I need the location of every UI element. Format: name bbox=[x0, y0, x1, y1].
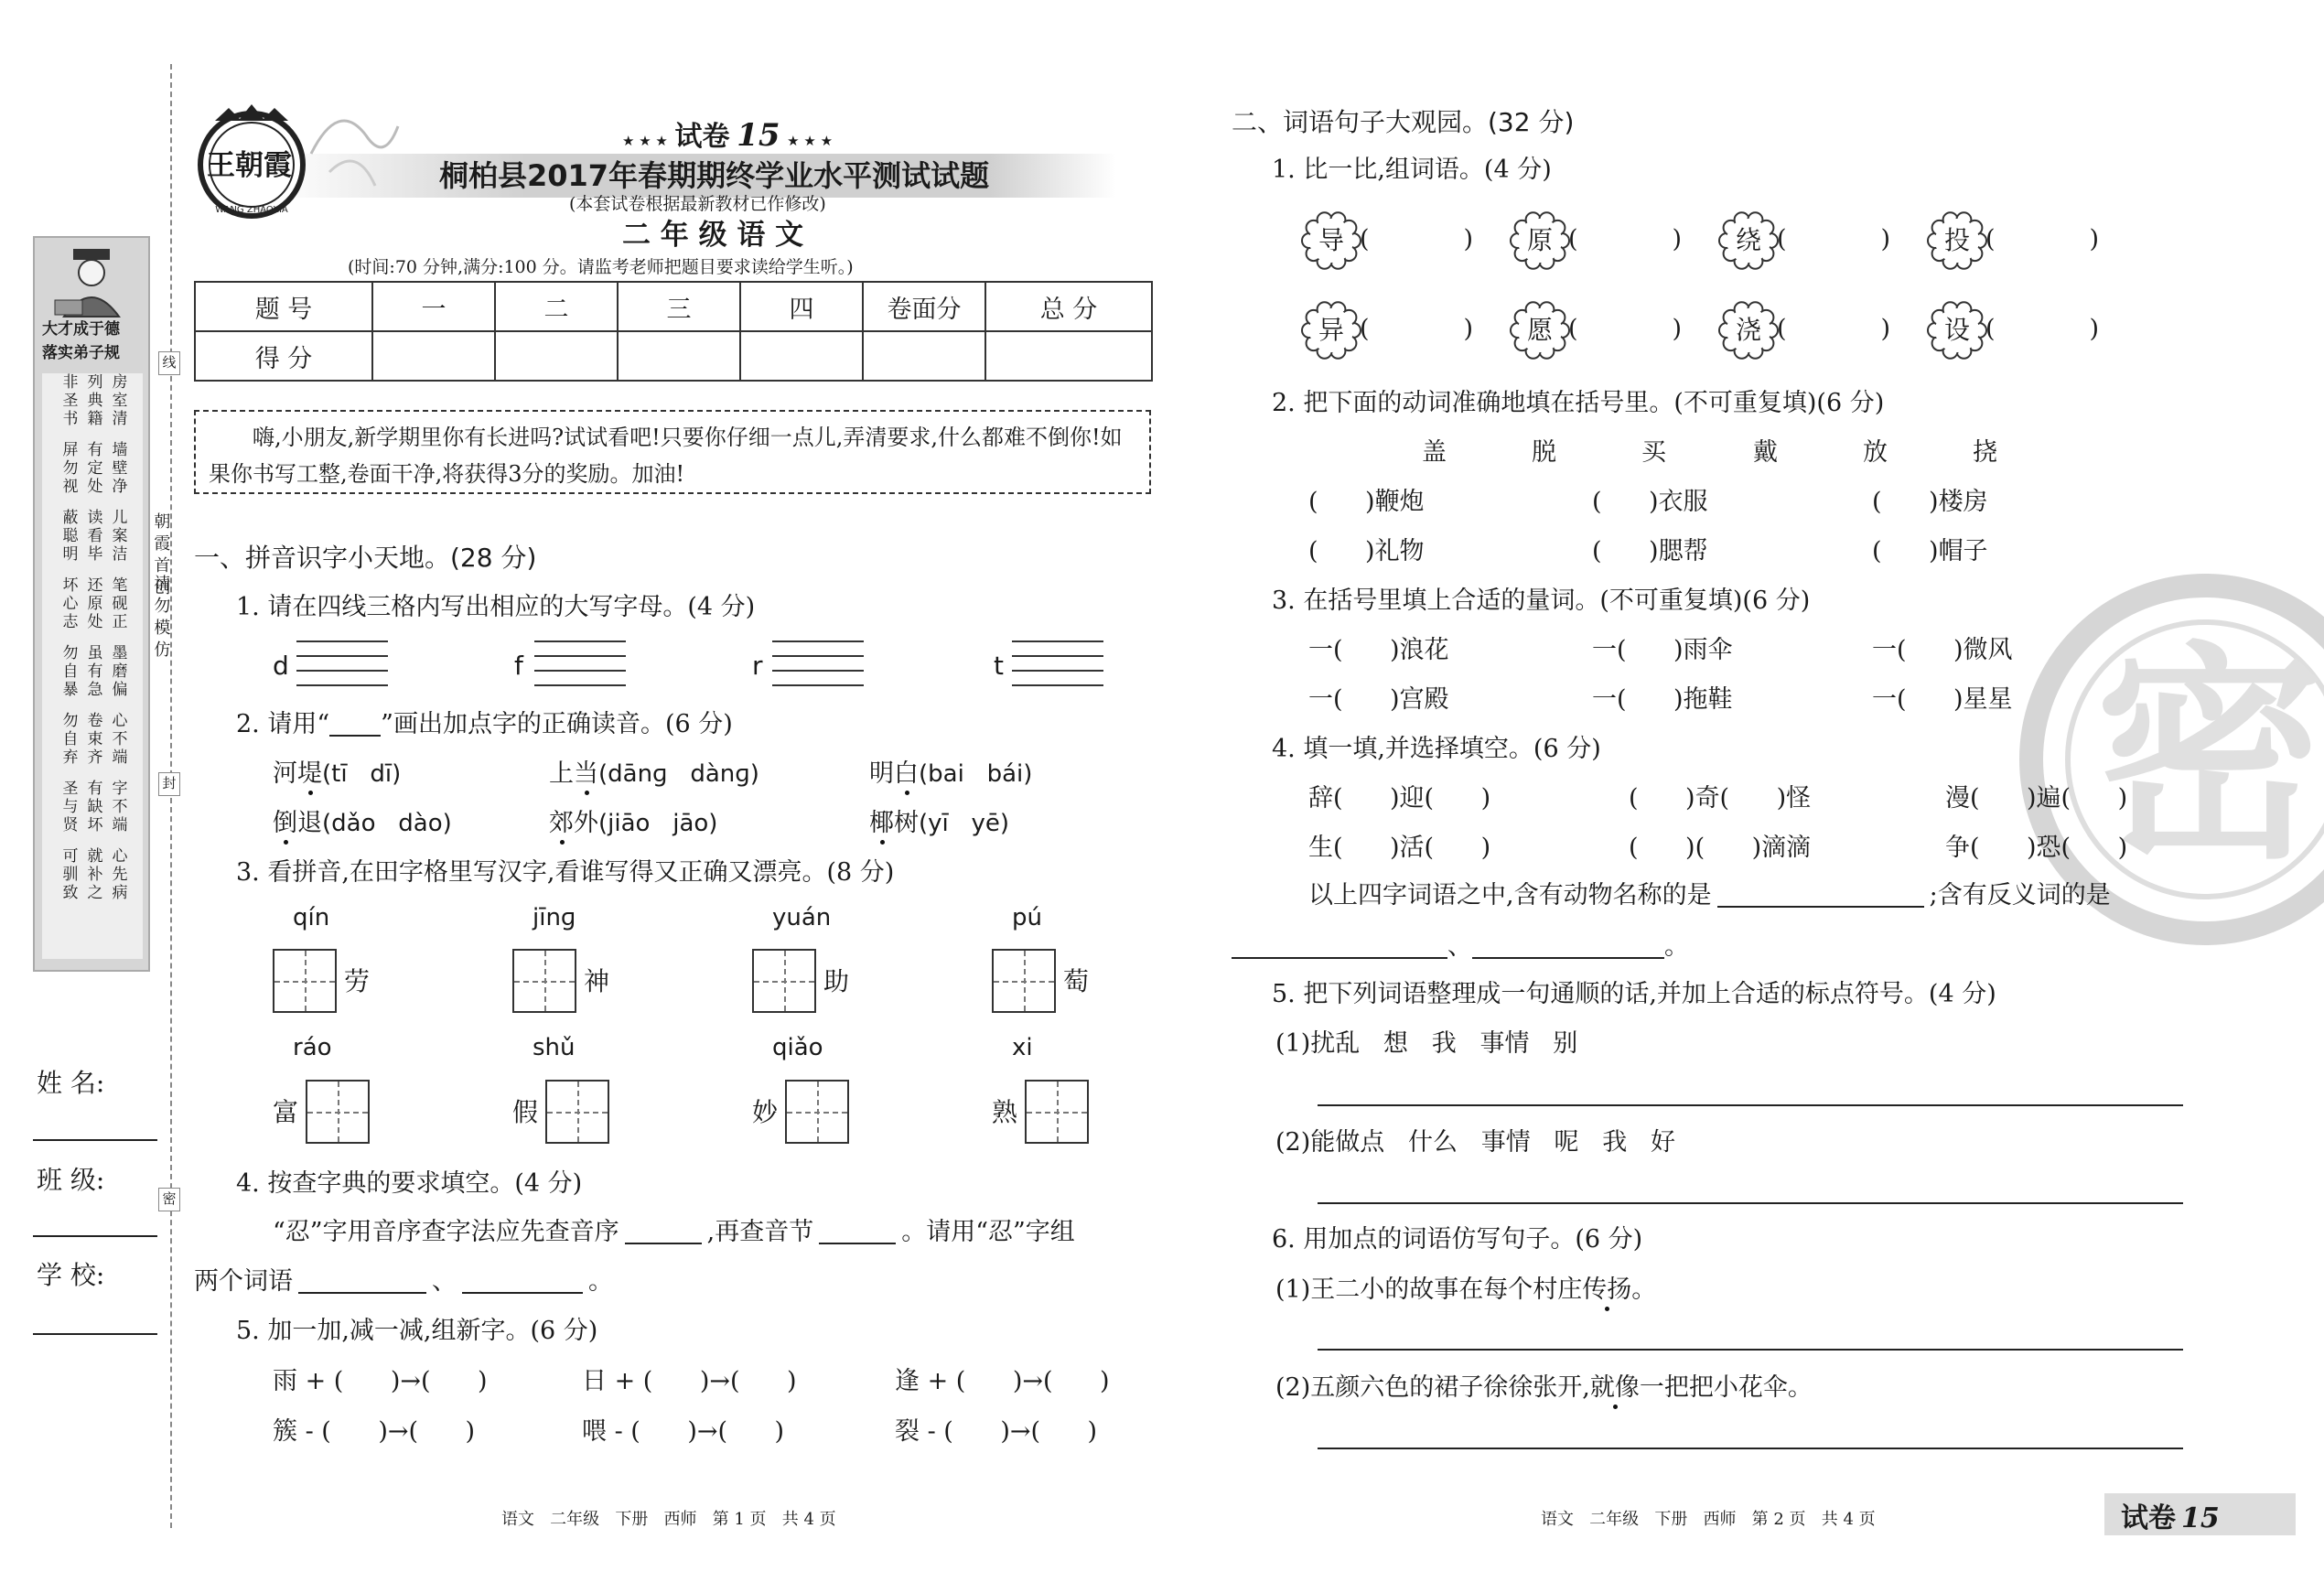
flower-char-frame bbox=[1720, 302, 1777, 359]
s2-q5-sentence2: (2)能做点 什么 事情 呢 我 好 bbox=[1275, 1128, 1675, 1157]
binding-char-3: 密 bbox=[158, 1188, 180, 1211]
paper-label: 试卷 bbox=[674, 121, 730, 153]
sidebar-proverbs bbox=[42, 373, 143, 959]
proverb-column: 卷束齐 bbox=[83, 712, 102, 767]
word-char: 外 bbox=[574, 809, 598, 837]
answer-line[interactable] bbox=[1318, 1349, 2183, 1351]
s2-q2-item[interactable]: ( )衣服 bbox=[1592, 488, 1708, 516]
s1-q5-item[interactable]: 日 + ( )→( ) bbox=[582, 1367, 797, 1395]
s2-q1-text: 1. 比一比,组词语。(4 分) bbox=[1272, 156, 1552, 184]
proverb-column: 列典籍 bbox=[83, 373, 102, 428]
word-char: 退 bbox=[297, 809, 322, 837]
verb-option: 买 bbox=[1641, 438, 1666, 467]
sidebar-motto-1: 大才成于德 bbox=[42, 320, 120, 339]
s2-q2-item[interactable]: ( )楼房 bbox=[1872, 488, 1988, 516]
binding-char-2: 封 bbox=[158, 772, 180, 796]
flower-char: 浇 bbox=[1735, 315, 1761, 345]
ribbon-decoration bbox=[302, 99, 403, 190]
s1-q5-item[interactable]: 喂 - ( )→( ) bbox=[582, 1417, 785, 1446]
s2-q4-question bbox=[1308, 883, 2111, 908]
word-char: 白 bbox=[894, 759, 919, 788]
s1-q4-line1 bbox=[273, 1220, 1075, 1244]
flower-char-frame bbox=[1929, 302, 1985, 359]
proverb-column: 儿案洁 bbox=[108, 509, 127, 564]
s2-q6-s1-c: 。 bbox=[1631, 1275, 1657, 1304]
verb-option: 戴 bbox=[1753, 438, 1778, 467]
pinyin-options[interactable]: (jiāo jāo) bbox=[598, 810, 718, 837]
paper-number-row bbox=[622, 113, 833, 154]
answer-blank[interactable] bbox=[625, 1243, 702, 1244]
name-field-line[interactable] bbox=[33, 1139, 157, 1141]
given-char: 富 bbox=[273, 1097, 299, 1127]
tian-zi-grid[interactable] bbox=[1025, 1080, 1089, 1144]
score-table-header-row bbox=[195, 282, 1152, 331]
flower-char-frame bbox=[1720, 212, 1777, 269]
score-input-cell[interactable] bbox=[372, 331, 495, 381]
pinyin-label: pú bbox=[1012, 904, 1042, 931]
s2-q4-item[interactable]: 生( )活( ) bbox=[1308, 834, 1491, 862]
proverb-column: 圣与贤 bbox=[59, 780, 78, 834]
answer-paren[interactable]: ( ) bbox=[1985, 315, 2100, 343]
proverb-column: 有定处 bbox=[83, 441, 102, 496]
pinyin-label: qiǎo bbox=[772, 1034, 823, 1061]
s2-q2-item[interactable]: ( )帽子 bbox=[1872, 537, 1988, 565]
paper-number: 15 bbox=[737, 117, 780, 154]
proverb-block bbox=[42, 712, 143, 767]
s1-q4-line2-sep: 、 bbox=[432, 1267, 457, 1296]
flower-char-frame bbox=[1303, 302, 1360, 359]
answer-paren[interactable]: ( ) bbox=[1360, 225, 1474, 253]
proverb-column: 就补之 bbox=[83, 847, 102, 902]
sidebar-dashed-border bbox=[170, 64, 172, 1528]
answer-paren[interactable]: ( ) bbox=[1360, 315, 1474, 343]
tian-zi-grid[interactable] bbox=[306, 1080, 370, 1144]
score-table bbox=[194, 281, 1153, 382]
word-char: 椰 bbox=[869, 809, 894, 837]
flower-char-frame bbox=[1512, 302, 1568, 359]
pinyin-label: shǔ bbox=[533, 1034, 576, 1061]
s1-q2-item bbox=[869, 811, 1009, 835]
score-table-cell: 四 bbox=[740, 282, 863, 331]
corner-badge-number: 15 bbox=[2181, 1502, 2220, 1534]
answer-blank[interactable] bbox=[1232, 957, 1447, 959]
pinyin-label: qín bbox=[293, 904, 330, 931]
s2-q4-q-d: 。 bbox=[1664, 932, 1689, 961]
s1-q1-letter-r: r bbox=[752, 651, 763, 681]
score-input-cell[interactable] bbox=[740, 331, 863, 381]
underline-sample bbox=[329, 735, 381, 737]
proverb-block bbox=[42, 847, 143, 902]
s2-q6-s1-a: (1)王二小的故事在每个村庄 bbox=[1275, 1275, 1583, 1304]
s1-q2-item bbox=[549, 761, 759, 786]
given-char: 熟 bbox=[992, 1097, 1018, 1127]
four-line-grid[interactable] bbox=[534, 640, 626, 684]
verb-option: 挠 bbox=[1973, 438, 1997, 467]
copyright-note-1: 朝霞首创 bbox=[151, 512, 171, 600]
proverb-column: 坏心志 bbox=[59, 576, 78, 631]
s2-q4-q-b: ;含有反义词的是 bbox=[1929, 881, 2111, 910]
proverb-column: 可驯致 bbox=[59, 847, 78, 902]
tian-zi-grid[interactable] bbox=[992, 949, 1056, 1013]
s2-q4-q-a: 以上四字词语之中,含有动物名称的是 bbox=[1308, 881, 1712, 910]
proverb-block bbox=[42, 780, 143, 834]
stars-left: ★ ★ ★ bbox=[622, 133, 668, 149]
score-table-cell: 卷面分 bbox=[863, 282, 985, 331]
proverb-block bbox=[42, 509, 143, 564]
s1-q5-item[interactable]: 雨 + ( )→( ) bbox=[273, 1367, 488, 1395]
section1-title: 一、拼音识字小天地。(28 分) bbox=[194, 543, 537, 573]
word-char: 郊 bbox=[549, 809, 574, 837]
s1-q4-text: 4. 按查字典的要求填空。(4 分) bbox=[236, 1169, 583, 1198]
answer-blank[interactable] bbox=[1717, 906, 1924, 908]
grade-subject: 二 年 级 语 文 bbox=[622, 219, 804, 252]
given-char: 妙 bbox=[752, 1097, 779, 1127]
s2-q2-item[interactable]: ( )腮帮 bbox=[1592, 537, 1708, 565]
proverb-block bbox=[42, 373, 143, 428]
word-char: 明 bbox=[869, 759, 894, 788]
flower-char: 设 bbox=[1943, 315, 1970, 345]
class-field-label: 班 级: bbox=[37, 1165, 105, 1195]
s1-q2-item bbox=[549, 811, 717, 835]
pinyin-options[interactable]: (dǎo dào) bbox=[322, 810, 452, 837]
s1-q4-line1-b: ,再查音节 bbox=[706, 1218, 814, 1246]
given-char: 萄 bbox=[1063, 966, 1090, 996]
given-char: 劳 bbox=[344, 966, 371, 996]
answer-paren[interactable]: ( ) bbox=[1568, 225, 1683, 253]
pinyin-label: yuán bbox=[772, 904, 832, 931]
s2-q6-s2-c: 一把把小花伞。 bbox=[1639, 1373, 1813, 1402]
score-input-cell[interactable] bbox=[985, 331, 1152, 381]
score-input-cell[interactable] bbox=[495, 331, 618, 381]
proverb-column: 勿自暴 bbox=[59, 644, 78, 699]
s2-q6-sentence2 bbox=[1275, 1375, 1813, 1400]
s2-q6-sentence1 bbox=[1275, 1277, 1656, 1302]
flower-char: 绕 bbox=[1735, 225, 1761, 255]
pinyin-options[interactable]: (dānɡ dànɡ) bbox=[598, 760, 759, 788]
proverb-column: 心先病 bbox=[108, 847, 127, 902]
proverb-column: 非圣书 bbox=[59, 373, 78, 428]
s2-q4-item[interactable]: 漫( )遍( ) bbox=[1945, 784, 2128, 813]
s2-q4-item[interactable]: ( )( )滴滴 bbox=[1629, 834, 1812, 862]
answer-paren[interactable]: ( ) bbox=[1985, 225, 2100, 253]
notice-box bbox=[194, 410, 1151, 494]
flower-char: 导 bbox=[1318, 225, 1344, 255]
school-field-line[interactable] bbox=[33, 1333, 157, 1335]
logo-sub-text: WANG ZHAOXIA bbox=[215, 205, 288, 215]
answer-blank[interactable] bbox=[298, 1292, 426, 1294]
verb-option: 放 bbox=[1863, 438, 1888, 467]
s2-q2-text: 2. 把下面的动词准确地填在括号里。(不可重复填)(6 分) bbox=[1272, 389, 1885, 417]
school-field-label: 学 校: bbox=[37, 1260, 105, 1290]
corner-badge-text bbox=[2121, 1495, 2220, 1535]
answer-paren[interactable]: ( ) bbox=[1568, 315, 1683, 343]
proverb-column: 屏勿视 bbox=[59, 441, 78, 496]
answer-paren[interactable]: ( ) bbox=[1777, 315, 1891, 343]
s1-q2-item bbox=[869, 761, 1032, 786]
proverb-block bbox=[42, 576, 143, 631]
exam-subtitle: (本套试卷根据最新教材已作修改) bbox=[569, 194, 826, 214]
s1-q4-line1-a: “忍”字用音序查字法应先查音序 bbox=[273, 1218, 619, 1246]
copyright-note-2: 请勿模仿 bbox=[151, 575, 171, 662]
proverb-column: 房室清 bbox=[108, 373, 127, 428]
verb-option: 盖 bbox=[1422, 438, 1447, 467]
corner-badge-label: 试卷 bbox=[2121, 1502, 2176, 1534]
answer-line[interactable] bbox=[1318, 1202, 2183, 1204]
given-char: 神 bbox=[584, 966, 610, 996]
word-char: 当 bbox=[574, 759, 598, 788]
s1-q1-letter-t: t bbox=[994, 651, 1004, 681]
tian-zi-grid[interactable] bbox=[273, 949, 337, 1013]
section2-title: 二、词语句子大观园。(32 分) bbox=[1232, 107, 1575, 137]
exam-title: 桐柏县2017年春期期终学业水平测试试题 bbox=[439, 158, 990, 193]
s2-q4-q-c: 、 bbox=[1447, 932, 1472, 961]
s2-q6-text: 6. 用加点的词语仿写句子。(6 分) bbox=[1272, 1225, 1643, 1254]
four-line-grid[interactable] bbox=[772, 640, 864, 684]
s2-q3-item[interactable]: 一( )雨伞 bbox=[1592, 636, 1733, 664]
answer-blank[interactable] bbox=[462, 1292, 583, 1294]
s2-q4-text: 4. 填一填,并选择填空。(6 分) bbox=[1272, 735, 1601, 763]
proverb-column: 笔砚正 bbox=[108, 576, 127, 631]
pinyin-label: xi bbox=[1012, 1034, 1033, 1061]
proverb-block bbox=[42, 644, 143, 699]
s1-q2-text-a: 2. 请用“ bbox=[236, 710, 330, 738]
proverb-column: 字不端 bbox=[108, 780, 127, 834]
exam-instructions: (时间:70 分钟,满分:100 分。请监考老师把题目要求读给学生听。) bbox=[348, 257, 854, 277]
logo-text: 王朝霞 bbox=[207, 149, 292, 182]
s1-q2-item bbox=[273, 811, 452, 835]
s1-q1-letter-f: f bbox=[514, 651, 523, 681]
word-char: 堤 bbox=[297, 759, 322, 788]
name-field-label: 姓 名: bbox=[37, 1068, 105, 1098]
flower-char-frame bbox=[1303, 212, 1360, 269]
stars-right: ★ ★ ★ bbox=[787, 133, 834, 149]
s2-q4-item[interactable]: 争( )恐( ) bbox=[1945, 834, 2128, 862]
s1-q5-item[interactable]: 簇 - ( )→( ) bbox=[273, 1417, 476, 1446]
s2-q6-s2-a: (2)五颜六色的裙子徐徐张开, bbox=[1275, 1373, 1590, 1402]
given-char: 助 bbox=[823, 966, 850, 996]
word-char: 树 bbox=[894, 809, 919, 837]
s2-q2-item[interactable]: ( )礼物 bbox=[1308, 537, 1425, 565]
pinyin-label: jīnɡ bbox=[533, 904, 576, 931]
tian-zi-grid[interactable] bbox=[752, 949, 816, 1013]
scholar-icon bbox=[51, 245, 132, 318]
s1-q5-item[interactable]: 裂 - ( )→( ) bbox=[895, 1417, 1098, 1446]
pinyin-options[interactable]: (tī dī) bbox=[322, 760, 402, 788]
score-table-cell: 二 bbox=[495, 282, 618, 331]
notice-text: 嗨,小朋友,新学期里你有长进吗?试试看吧!只要你仔细一点儿,弄清要求,什么都难不倒你!如果你书写工整,卷面干净,将获得3分的奖励。加油! bbox=[209, 425, 1123, 487]
proverb-column: 虽有急 bbox=[83, 644, 102, 699]
score-input-cell[interactable] bbox=[618, 331, 740, 381]
s2-q3-item[interactable]: 一( )星星 bbox=[1872, 685, 2013, 714]
flower-char: 投 bbox=[1943, 225, 1970, 255]
confidential-seal-char: 密 bbox=[2095, 620, 2324, 889]
s2-q3-text: 3. 在括号里填上合适的量词。(不可重复填)(6 分) bbox=[1272, 587, 1811, 615]
footer-right: 语文 二年级 下册 西师 第 2 页 共 4 页 bbox=[1541, 1510, 1876, 1529]
score-table-cell: 三 bbox=[618, 282, 740, 331]
s1-q2-text bbox=[236, 712, 733, 737]
s1-q4-line2 bbox=[194, 1269, 613, 1294]
s1-q4-line1-c: 。请用“忍”字组 bbox=[901, 1218, 1075, 1246]
s2-q4-item[interactable]: 辞( )迎( ) bbox=[1308, 784, 1491, 813]
score-table-score-row bbox=[195, 331, 1152, 381]
answer-line[interactable] bbox=[1318, 1448, 2183, 1449]
proverb-column: 蔽聪明 bbox=[59, 509, 78, 564]
answer-paren[interactable]: ( ) bbox=[1777, 225, 1891, 253]
s1-q5-text: 5. 加一加,减一减,组新字。(6 分) bbox=[236, 1317, 598, 1345]
s2-q5-text: 5. 把下列词语整理成一句通顺的话,并加上合适的标点符号。(4 分) bbox=[1272, 980, 1996, 1008]
s1-q5-item[interactable]: 逢 + ( )→( ) bbox=[895, 1367, 1110, 1395]
score-row-label: 得 分 bbox=[195, 331, 372, 381]
given-char: 假 bbox=[512, 1097, 539, 1127]
word-char: 河 bbox=[273, 759, 297, 788]
word-char: 倒 bbox=[273, 809, 297, 837]
s2-q2-item[interactable]: ( )鞭炮 bbox=[1308, 488, 1425, 516]
s2-q3-item[interactable]: 一( )微风 bbox=[1872, 636, 2013, 664]
proverb-column: 墙壁净 bbox=[108, 441, 127, 496]
s1-q2-text-b: ”画出加点字的正确读音。(6 分) bbox=[381, 710, 733, 738]
proverb-column: 心不端 bbox=[108, 712, 127, 767]
verb-option: 脱 bbox=[1532, 438, 1556, 467]
s1-q3-text: 3. 看拼音,在田字格里写汉字,看谁写得又正确又漂亮。(8 分) bbox=[236, 858, 895, 887]
tian-zi-grid[interactable] bbox=[512, 949, 576, 1013]
flower-char-frame bbox=[1929, 212, 1985, 269]
four-line-grid[interactable] bbox=[1012, 640, 1103, 684]
s1-q4-line2-end: 。 bbox=[588, 1267, 613, 1296]
s2-q3-item[interactable]: 一( )浪花 bbox=[1308, 636, 1449, 664]
pinyin-options[interactable]: (yī yē) bbox=[919, 810, 1010, 837]
flower-char: 异 bbox=[1318, 315, 1344, 345]
four-line-grid[interactable] bbox=[296, 640, 388, 684]
proverb-column: 读看毕 bbox=[83, 509, 102, 564]
score-table-cell: 一 bbox=[372, 282, 495, 331]
s1-q1-letter-d: d bbox=[273, 651, 289, 681]
s2-q5-sentence1: (1)扰乱 想 我 事情 别 bbox=[1275, 1029, 1578, 1058]
footer-left: 语文 二年级 下册 西师 第 1 页 共 4 页 bbox=[501, 1510, 836, 1529]
answer-line[interactable] bbox=[1318, 1104, 2183, 1106]
answer-blank[interactable] bbox=[819, 1243, 896, 1244]
binding-char-1: 线 bbox=[158, 351, 180, 375]
word-char: 上 bbox=[549, 759, 574, 788]
proverb-block bbox=[42, 441, 143, 496]
s1-q2-item bbox=[273, 761, 401, 786]
score-input-cell[interactable] bbox=[863, 331, 985, 381]
score-table-cell: 题 号 bbox=[195, 282, 372, 331]
tian-zi-grid[interactable] bbox=[785, 1080, 849, 1144]
proverb-column: 有缺坏 bbox=[83, 780, 102, 834]
proverb-column: 还原处 bbox=[83, 576, 102, 631]
s2-q4-item[interactable]: ( )奇( )怪 bbox=[1629, 784, 1812, 813]
s2-q3-item[interactable]: 一( )宫殿 bbox=[1308, 685, 1449, 714]
s2-q3-item[interactable]: 一( )拖鞋 bbox=[1592, 685, 1733, 714]
flower-char: 愿 bbox=[1526, 315, 1553, 345]
proverb-column: 勿自弃 bbox=[59, 712, 78, 767]
dotted-words: 就像 bbox=[1589, 1373, 1640, 1402]
pinyin-options[interactable]: (bai bái) bbox=[919, 760, 1033, 788]
flower-char-frame bbox=[1512, 212, 1568, 269]
s1-q4-line2-a: 两个词语 bbox=[194, 1267, 293, 1296]
sidebar-motto-2: 落实弟子规 bbox=[42, 344, 120, 362]
flower-char: 原 bbox=[1526, 225, 1553, 255]
answer-blank[interactable] bbox=[1472, 957, 1664, 959]
class-field-line[interactable] bbox=[33, 1235, 157, 1237]
tian-zi-grid[interactable] bbox=[545, 1080, 609, 1144]
sidebar-motto-panel bbox=[33, 236, 150, 972]
s1-q1-text: 1. 请在四线三格内写出相应的大写字母。(4 分) bbox=[236, 593, 756, 621]
proverb-column: 墨磨偏 bbox=[108, 644, 127, 699]
pinyin-label: ráo bbox=[293, 1034, 332, 1061]
s2-q4-question-cont bbox=[1232, 934, 1689, 959]
dotted-words: 传扬 bbox=[1582, 1275, 1632, 1304]
score-table-cell: 总 分 bbox=[985, 282, 1152, 331]
